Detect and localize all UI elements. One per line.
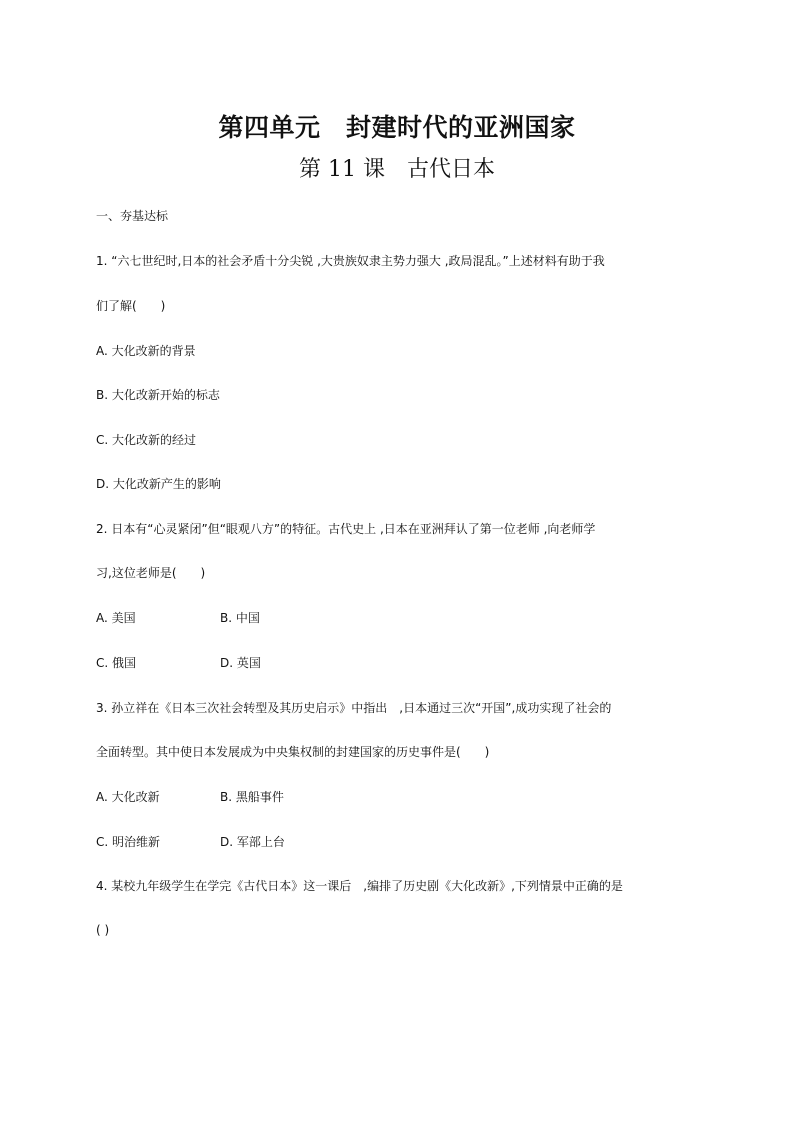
question-3-option-b: B. 黑船事件 <box>220 790 284 804</box>
question-1-option-a: A. 大化改新的背景 <box>96 344 196 358</box>
question-1-option-c: C. 大化改新的经过 <box>96 433 197 447</box>
question-1-stem-line2: 们了解( ) <box>96 299 166 313</box>
question-1-option-d: D. 大化改新产生的影响 <box>96 477 221 491</box>
question-4-stem-line1: 4. 某校九年级学生在学完《古代日本》这一课后 ,编排了历史剧《大化改新》,下列情景中正确的是 <box>96 879 623 893</box>
section-heading: 一、夯基达标 <box>96 209 169 223</box>
question-1-option-b: B. 大化改新开始的标志 <box>96 388 220 402</box>
question-4-stem-line2: ( ) <box>96 923 110 937</box>
lesson-title: 第 11 课 古代日本 <box>299 157 495 182</box>
question-2-option-b: B. 中国 <box>220 611 260 625</box>
question-2-option-c: C. 俄国 <box>96 656 137 670</box>
question-3-option-d: D. 军部上台 <box>220 835 285 849</box>
question-1-stem-line1: 1. “六七世纪时,日本的社会矛盾十分尖锐 ,大贵族奴隶主势力强大 ,政局混乱。”上述材料有助于我 <box>96 254 605 268</box>
question-2-option-d: D. 英国 <box>220 656 261 670</box>
question-3-option-a: A. 大化改新 <box>96 790 160 804</box>
question-2-stem-line2: 习,这位老师是( ) <box>96 566 206 580</box>
question-2-option-a: A. 美国 <box>96 611 136 625</box>
question-3-stem-line1: 3. 孙立祥在《日本三次社会转型及其历史启示》中指出 ,日本通过三次“开国”,成功实现了社会的 <box>96 701 612 715</box>
question-3-option-c: C. 明治维新 <box>96 835 161 849</box>
question-3-stem-line2: 全面转型。其中使日本发展成为中央集权制的封建国家的历史事件是( ) <box>96 745 490 759</box>
unit-title: 第四单元 封建时代的亚洲国家 <box>218 113 576 142</box>
question-2-stem-line1: 2. 日本有“心灵紧闭”但“眼观八方”的特征。古代史上 ,日本在亚洲拜认了第一位老师 ,向老师学 <box>96 522 596 536</box>
